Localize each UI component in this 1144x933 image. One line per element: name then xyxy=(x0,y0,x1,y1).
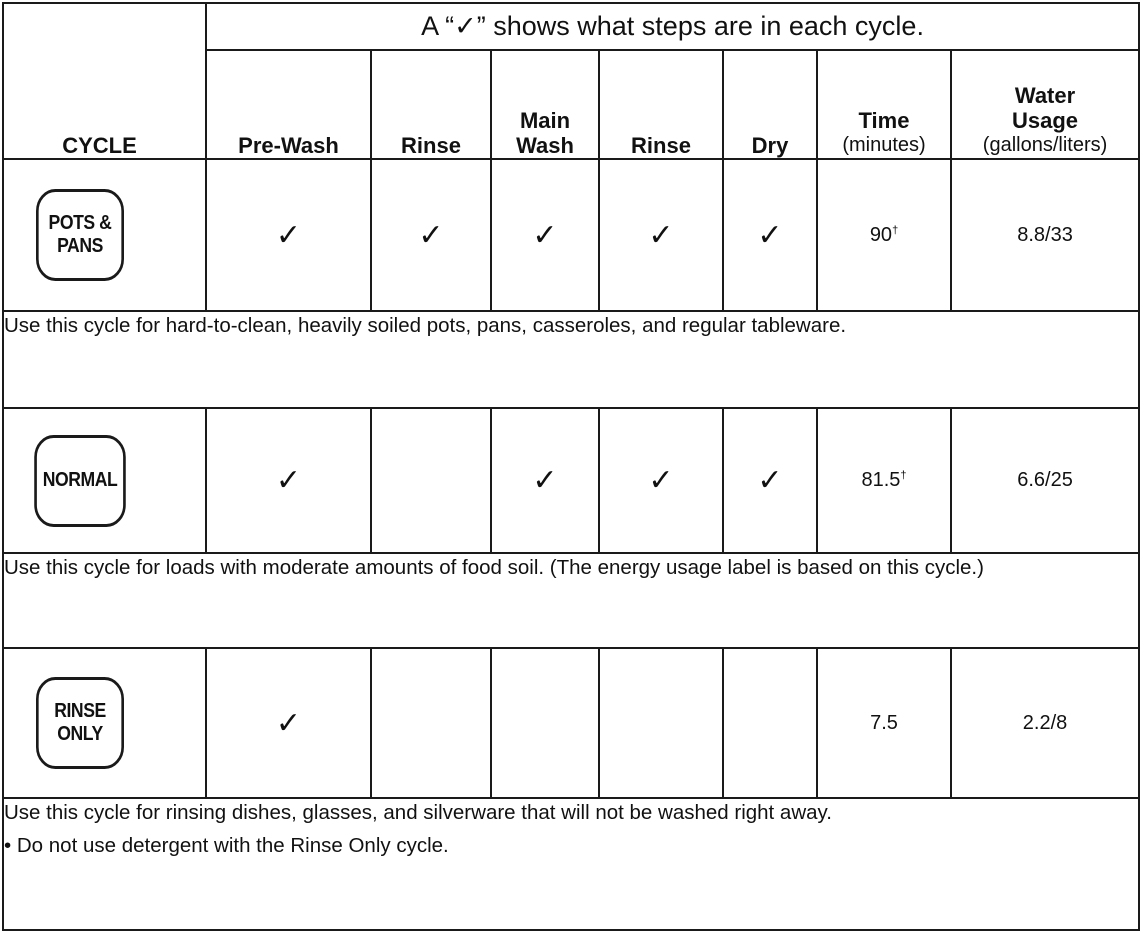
cycle-button-cell xyxy=(4,159,206,311)
normal-button-icon xyxy=(34,435,126,527)
header-water-unit: (gallons/liters) xyxy=(982,134,1108,156)
cycle-row-rinse-only xyxy=(4,648,1138,798)
step-dry xyxy=(723,159,817,311)
header-pre-wash: Pre-Wash xyxy=(206,50,371,159)
description-row xyxy=(4,798,1138,931)
step-rinse-2 xyxy=(599,648,723,798)
button-label-line1: NORMAL xyxy=(42,469,117,491)
step-dry xyxy=(723,648,817,798)
description-row xyxy=(4,553,1138,648)
time-value: 90† xyxy=(817,159,951,311)
pots-pans-button-icon xyxy=(36,189,124,281)
step-dry xyxy=(723,408,817,553)
cycle-button-cell xyxy=(4,648,206,798)
description-row xyxy=(4,311,1138,408)
check-icon: ✓ xyxy=(532,463,558,498)
dagger-mark: † xyxy=(892,223,899,236)
step-rinse-2 xyxy=(599,159,723,311)
button-label-line1: RINSE xyxy=(53,700,106,722)
step-rinse-1 xyxy=(371,408,491,553)
cycle-table xyxy=(4,4,1138,931)
header-water-line1: Water xyxy=(1014,83,1076,108)
cycle-description: Use this cycle for hard-to-clean, heavily soiled pots, pans, casseroles, and regular tableware. xyxy=(4,311,1138,408)
cycle-description-cell xyxy=(4,798,1138,931)
header-water-usage xyxy=(951,50,1138,159)
check-icon: ✓ xyxy=(532,217,558,253)
step-main-wash xyxy=(491,648,599,798)
cycle-description: Use this cycle for loads with moderate amounts of food soil. (The energy usage label is based on this cycle.) xyxy=(4,553,1138,648)
header-time xyxy=(817,50,951,159)
water-value: 2.2/8 xyxy=(951,648,1138,798)
step-rinse-1 xyxy=(371,159,491,311)
check-icon: ✓ xyxy=(418,217,444,253)
step-pre-wash xyxy=(206,408,371,553)
step-rinse-1 xyxy=(371,648,491,798)
header-rinse-2: Rinse xyxy=(599,50,723,159)
rinse-only-button-icon xyxy=(36,677,124,769)
dagger-mark: † xyxy=(900,469,907,482)
header-main-wash-line2: Wash xyxy=(516,133,574,158)
check-icon: ✓ xyxy=(757,463,783,498)
button-label-line2: PANS xyxy=(56,235,103,257)
step-pre-wash xyxy=(206,648,371,798)
check-icon: ✓ xyxy=(648,463,674,498)
step-pre-wash xyxy=(206,159,371,311)
header-time-unit: (minutes) xyxy=(842,134,926,156)
step-main-wash xyxy=(491,408,599,553)
check-icon: ✓ xyxy=(757,217,783,253)
table-caption: A “✓” shows what steps are in each cycle. xyxy=(206,4,1138,50)
button-label-line2: ONLY xyxy=(56,723,103,745)
cycle-row-normal xyxy=(4,408,1138,553)
time-value: 7.5 xyxy=(817,648,951,798)
header-main-wash-line1: Main xyxy=(519,108,571,133)
header-row xyxy=(4,50,1138,159)
header-water-line2: Usage xyxy=(1012,108,1079,133)
cycle-button-cell xyxy=(4,408,206,553)
cycle-description: Use this cycle for rinsing dishes, glasses, and silverware that will not be washed right away. xyxy=(4,801,832,824)
check-icon: ✓ xyxy=(275,217,302,253)
time-value: 81.5† xyxy=(817,408,951,553)
cycle-chart xyxy=(2,2,1140,931)
header-main-wash xyxy=(491,50,599,159)
check-icon: ✓ xyxy=(275,705,302,741)
step-main-wash xyxy=(491,159,599,311)
header-time-label: Time xyxy=(858,108,910,133)
corner-cell xyxy=(4,4,206,50)
check-icon: ✓ xyxy=(275,463,302,498)
header-dry: Dry xyxy=(723,50,817,159)
water-value: 8.8/33 xyxy=(951,159,1138,311)
header-rinse-1: Rinse xyxy=(371,50,491,159)
step-rinse-2 xyxy=(599,408,723,553)
cycle-row-pots-pans xyxy=(4,159,1138,311)
header-cycle: CYCLE xyxy=(4,50,206,159)
water-value: 6.6/25 xyxy=(951,408,1138,553)
check-icon: ✓ xyxy=(648,217,674,253)
cycle-note: • Do not use detergent with the Rinse Only cycle. xyxy=(4,834,449,857)
button-label-line1: POTS & xyxy=(48,212,111,234)
